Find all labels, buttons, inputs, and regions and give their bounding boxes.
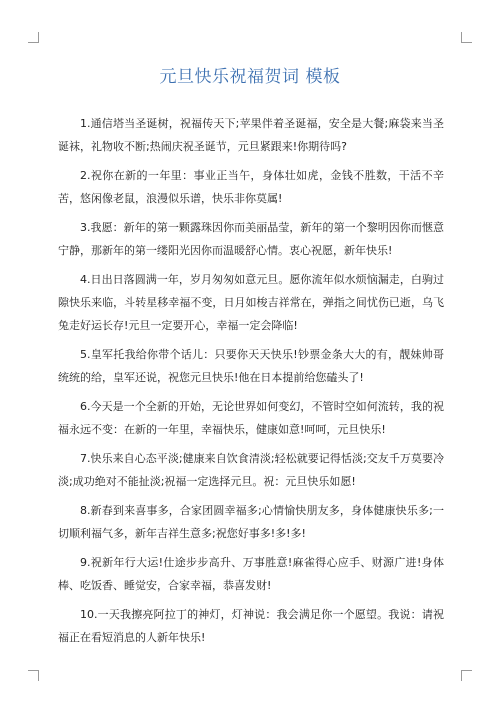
paragraph: 2.祝你在新的一年里：事业正当午，身体壮如虎，金钱不胜数，干活不辛苦，悠闲像老鼠，浪漫似乐谱，快乐非你莫属! xyxy=(58,169,444,205)
paragraph: 9.祝新年行大运!仕途步步高升、万事胜意!麻雀得心应手、财源广进!身体棒、吃饭香、睡觉安，合家幸福，恭喜发财! xyxy=(58,556,444,592)
corner-mark-bottom-right xyxy=(461,670,472,681)
document-title: 元旦快乐祝福贺词 模板 xyxy=(159,67,341,87)
paragraph: 3.我愿：新年的第一颗露珠因你而美丽晶莹，新年的第一个黎明因你而惬意宁静，那新年的第一缕阳光因你而温暖舒心情。衷心祝愿，新年快乐! xyxy=(58,221,444,257)
paragraph: 6.今天是一个全新的开始，无论世界如何变幻，不管时空如何流转，我的祝福永远不变：在新的一年里，幸福快乐，健康如意!呵呵，元旦快乐! xyxy=(58,400,444,436)
corner-mark-top-right xyxy=(461,32,472,43)
paragraph: 5.皇军托我给你带个话儿：只要你天天快乐!钞票金条大大的有，靓妹帅哥统统的给，皇军还说，祝您元旦快乐!他在日本提前给您磕头了! xyxy=(58,348,444,384)
corner-mark-top-left xyxy=(28,32,39,43)
paragraph: 1.通信塔当圣诞树，祝福传天下;苹果伴着圣诞福，安全是大餐;麻袋来当圣诞袜，礼物收不断;热闹庆祝圣诞节，元旦紧跟来!你期待吗? xyxy=(58,117,444,153)
paragraph: 4.日出日落圆满一年，岁月匆匆如意元旦。愿你流年似水烦恼漏走，白驹过隙快乐来临，斗转星移幸福不变，日月如梭吉祥常在，弹指之间忧伤已逝，乌飞兔走好运长存!元旦一定要开心，幸福一定会降临! xyxy=(58,273,444,332)
document-body xyxy=(58,112,444,655)
paragraph: 7.快乐来自心态平淡;健康来自饮食清淡;轻松就要记得恬淡;交友千万莫要冷淡;成功绝对不能扯淡;祝福一定选择元旦。祝：元旦快乐如愿! xyxy=(58,452,444,488)
corner-mark-bottom-left xyxy=(28,670,39,681)
paragraph: 10.一天我擦亮阿拉丁的神灯，灯神说：我会满足你一个愿望。我说：请祝福正在看短消息的人新年快乐! xyxy=(58,608,444,644)
paragraph: 8.新春到来喜事多，合家团圆幸福多;心情愉快朋友多，身体健康快乐多;一切顺利福气多，新年吉祥生意多;祝您好事多!多!多! xyxy=(58,504,444,540)
